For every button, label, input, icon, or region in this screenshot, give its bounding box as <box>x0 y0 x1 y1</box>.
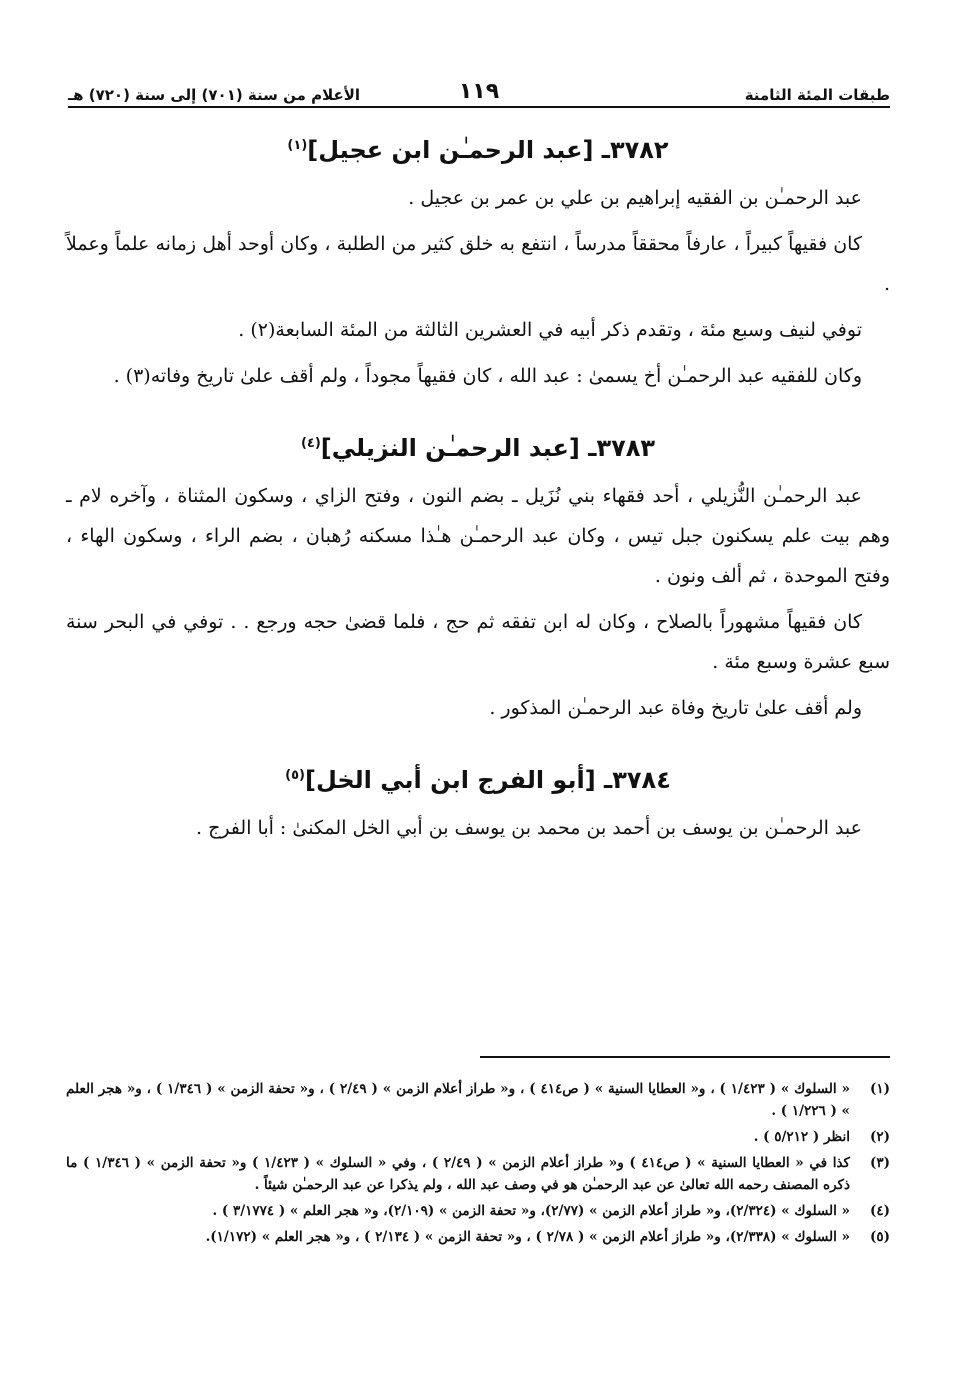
footnote-text: « السلوك » (٢/٣٣٨)، و« طراز أعلام الزمن » ( ٢/٧٨ ) ، و« تحفة الزمن » ( ٢/١٣٤ ) ، و« هجر العلم » (١/١٧٢). <box>205 1229 850 1245</box>
entry-title <box>66 136 890 164</box>
footnote-number: (٤) <box>869 1203 890 1219</box>
footnote <box>66 1226 890 1248</box>
entry-title <box>66 434 890 462</box>
footnote-number: (١) <box>869 1081 890 1097</box>
paragraph: توفي لنيف وسبع مئة ، وتقدم ذكر أبيه في العشرين الثالثة من المئة السابعة(٢) . <box>238 319 862 341</box>
footnote-text: انظر ( ٥/٢١٢ ) . <box>753 1129 850 1145</box>
footnote-ref: (٤) <box>300 436 321 451</box>
entry-title <box>66 766 890 794</box>
footnote-text: « السلوك » (٢/٣٢٤)، و« طراز أعلام الزمن » (٢/٧٧)، و« تحفة الزمن » (٢/١٠٩)، و« هجر العلم » ( ٣/١٧٧٤ ) . <box>212 1203 850 1219</box>
footnote <box>66 1200 890 1222</box>
footnote <box>66 1126 890 1148</box>
footnote-separator <box>480 1056 890 1058</box>
paragraph: وكان للفقيه عبد الرحمـٰن أخ يسمىٰ : عبد الله ، كان فقيهاً مجوداً ، ولم أقف علىٰ تاريخ وفاته(٣) . <box>113 365 862 387</box>
page-number: ١١٩ <box>458 79 500 104</box>
footnote-ref: (١) <box>287 138 308 153</box>
header-rule <box>68 106 890 108</box>
running-header <box>68 70 890 104</box>
footnote-ref: (٥) <box>285 768 305 783</box>
entry-title-text: ٣٧٨٤ـ [أبو الفرج ابن أبي الخل] <box>304 766 671 794</box>
footnote <box>66 1078 890 1122</box>
header-right-title: طبقات المئة الثامنة <box>744 86 890 104</box>
entry-title-text: ٣٧٨٢ـ [عبد الرحمـٰن ابن عجيل] <box>307 136 669 164</box>
entry-3784 <box>66 766 890 848</box>
entry-3783 <box>66 434 890 728</box>
footnote-number: (٣) <box>869 1155 890 1171</box>
entry-title-text: ٣٧٨٣ـ [عبد الرحمـٰن النزيلي] <box>320 434 656 462</box>
footnote-number: (٥) <box>869 1229 890 1245</box>
paragraph: عبد الرحمـٰن بن الفقيه إبراهيم بن علي بن عمر بن عجيل . <box>408 187 862 209</box>
paragraph: كان فقيهاً مشهوراً بالصلاح ، وكان له ابن تفقه ثم حج ، فلما قضىٰ حجه ورجع . . توفي في البحر سنة سبع عشرة وسبع مئة . <box>66 611 890 673</box>
entry-3782 <box>66 136 890 396</box>
footnotes <box>66 1078 890 1252</box>
footnote-text: كذا في « العطايا السنية » ( ص٤١٤ ) و« طراز أعلام الزمن » ( ٢/٤٩ ) ، وفي « السلوك » ( ١/٤٢٣ ) و« تحفة الزمن » ( ١/٣٤٦ ) ما ذكره المصنف رحمه الله تعالىٰ عن عبد الرحمـٰن هو في وصف عبد الله ، ولم يذكرا عن عبد الرحمـٰن شيئاً . <box>66 1155 850 1193</box>
main-text <box>66 128 890 886</box>
paragraph: عبد الرحمـٰن بن يوسف بن أحمد بن محمد بن يوسف بن أبي الخل المكنىٰ : أبا الفرج . <box>195 817 862 839</box>
footnote-number: (٢) <box>869 1129 890 1145</box>
footnote-text: « السلوك » ( ١/٤٢٣ ) ، و« العطايا السنية » ( ص٤١٤ ) ، و« طراز أعلام الزمن » ( ٢/٤٩ ) ، و« تحفة الزمن » ( ١/٣٤٦ ) ، و« هجر العلم » ( ١/٢٢٦ ) . <box>66 1081 850 1119</box>
paragraph: ولم أقف علىٰ تاريخ وفاة عبد الرحمـٰن المذكور . <box>489 697 862 719</box>
header-left-title: الأعلام من سنة (٧٠١) إلى سنة (٧٢٠) هـ <box>68 86 361 104</box>
paragraph: كان فقيهاً كبيراً ، عارفاً محققاً مدرساً ، انتفع به خلق كثير من الطلبة ، وكان أوحد أهل زمانه علماً وعملاً . <box>66 233 890 295</box>
footnote <box>66 1152 890 1196</box>
paragraph: عبد الرحمـٰن النُّزيلي ، أحد فقهاء بني نُزَيل ـ بضم النون ، وفتح الزاي ، وسكون المثناة ، وآخره لام ـ وهم بيت علم يسكنون جبل تيس ، وكان عبد الرحمـٰن هـٰذا مسكنه رُهبان ، بضم الراء ، وسكون الهاء ، وفتح الموحدة ، ثم ألف ونون . <box>66 485 890 587</box>
